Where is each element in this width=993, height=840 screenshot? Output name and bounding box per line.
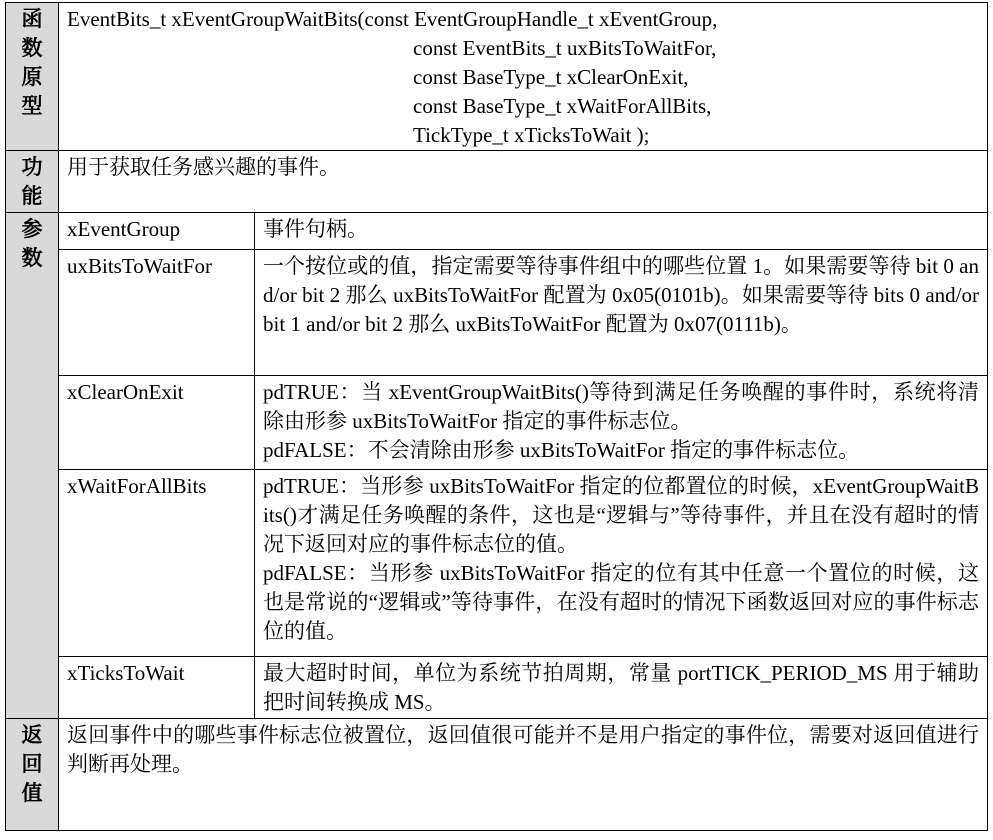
function-row [6,151,988,213]
param-description [255,657,988,719]
function-header-char: 功 [21,155,43,179]
return-row [6,719,988,831]
prototype-header [6,3,59,151]
param-name: xWaitForAllBits [59,470,255,657]
param-name: xClearOnExit [59,376,255,470]
param-row [6,250,988,376]
params-header-char: 参 [21,217,43,241]
return-header [6,719,59,831]
prototype-header-char: 型 [21,94,43,118]
prototype-header-char: 数 [21,36,43,60]
prototype-header-char: 函 [21,7,43,31]
prototype-line: const EventBits_t uxBitsToWaitFor, [413,36,717,60]
param-row [6,376,988,470]
param-description [255,250,988,376]
param-desc-paragraph: 事件句柄。 [263,217,368,241]
param-row [6,470,988,657]
param-description [255,470,988,657]
return-description: 返回事件中的哪些事件标志位被置位，返回值很可能并不是用户指定的事件位，需要对返回值进行判断再处理。 [59,719,988,831]
prototype-line: EventBits_t xEventGroupWaitBits(const EventGroupHandle_t xEventGroup, [67,7,718,31]
param-desc-paragraph: pdFALSE：不会清除由形参 uxBitsToWaitFor 指定的事件标志位。 [263,438,860,462]
return-header-char: 值 [21,781,43,805]
param-name: uxBitsToWaitFor [59,250,255,376]
params-header [6,213,59,719]
prototype-line: TickType_t xTicksToWait ); [413,123,650,147]
param-desc-paragraph: 最大超时时间，单位为系统节拍周期，常量 portTICK_PERIOD_MS 用于辅助把时间转换成 MS。 [263,661,979,714]
prototype-line: const BaseType_t xWaitForAllBits, [413,94,712,118]
param-desc-paragraph: pdTRUE：当形参 uxBitsToWaitFor 指定的位都置位的时候，xEventGroupWaitBits()才满足任务唤醒的条件，这也是“逻辑与”等待事件，并且在没有超时的情况下返回对应的事件标志位的值。 [263,474,979,556]
param-desc-paragraph: pdTRUE：当 xEventGroupWaitBits()等待到满足任务唤醒的事件时，系统将清除由形参 uxBitsToWaitFor 指定的事件标志位。 [263,380,979,433]
param-desc-paragraph: 一个按位或的值，指定需要等待事件组中的哪些位置 1。如果需要等待 bit 0 and/or bit 2 那么 uxBitsToWaitFor 配置为 0x05(0101b)。如果需要等待 bits 0 and/or bit 1 and/or bit 2 那么 uxBitsToWaitFor 配置为 0x07(0111b)。 [263,254,979,336]
function-header [6,151,59,213]
function-description: 用于获取任务感兴趣的事件。 [59,151,988,213]
function-header-char: 能 [21,184,43,208]
param-description [255,213,988,250]
param-name: xTicksToWait [59,657,255,719]
prototype-line: const BaseType_t xClearOnExit, [413,65,689,89]
return-header-char: 返 [21,723,43,747]
param-desc-paragraph: pdFALSE：当形参 uxBitsToWaitFor 指定的位有其中任意一个置位的时候，这也是常说的“逻辑或”等待事件，在没有超时的情况下函数返回对应的事件标志位的值。 [263,561,979,643]
param-row [6,213,988,250]
params-header-char: 数 [21,246,43,270]
prototype-code [59,3,988,151]
param-row [6,657,988,719]
prototype-row [6,3,988,151]
prototype-header-char: 原 [21,65,43,89]
api-reference-table [5,2,988,831]
param-description [255,376,988,470]
param-name: xEventGroup [59,213,255,250]
return-header-char: 回 [21,752,43,776]
